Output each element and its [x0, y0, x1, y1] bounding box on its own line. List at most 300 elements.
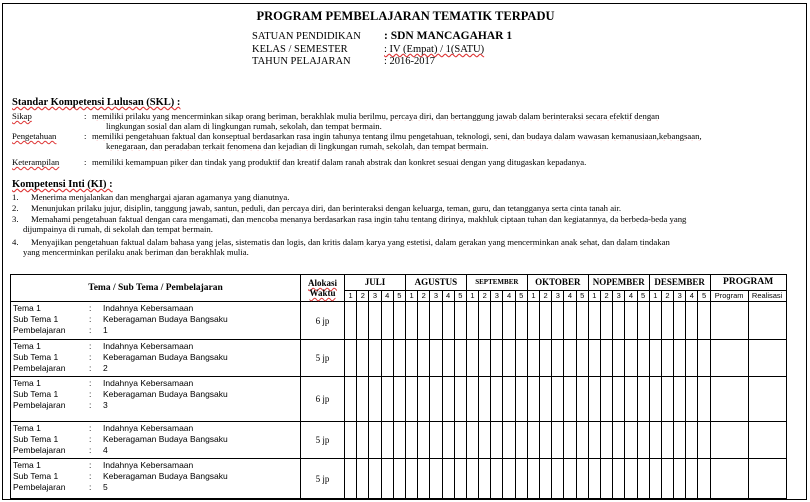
- tema-cell: [11, 377, 301, 422]
- tema-colon: :: [89, 303, 92, 313]
- tema-label: Tema 1: [13, 341, 41, 351]
- schedule-cell: [600, 459, 612, 499]
- tema-line: [13, 460, 298, 471]
- schedule-cell: [710, 302, 748, 340]
- tema-colon: :: [89, 325, 92, 335]
- schedule-cell: [491, 340, 503, 377]
- program-subheader: Program: [710, 290, 748, 301]
- tema-value: Indahnya Kebersamaan: [103, 423, 194, 433]
- tema-cell: [11, 302, 301, 340]
- program-subheader: Realisasi: [748, 290, 786, 301]
- schedule-cell: [479, 459, 491, 499]
- schedule-cell: [393, 377, 405, 422]
- schedule-cell: [710, 340, 748, 377]
- schedule-cell: [381, 459, 393, 499]
- schedule-cell: [527, 302, 539, 340]
- schedule-cell: [540, 459, 552, 499]
- schedule-cell: [503, 302, 515, 340]
- skl-line: memiliki kemampuan piker dan tindak yang produktif dan kreatif dalam ranah abstrak dan konkret sesuai dengan yang ditugaskan kepadanya.: [92, 157, 587, 167]
- week-number: 3: [674, 290, 686, 301]
- ki-line: Menerima menjalankan dan menghargai ajaran agamanya yang dianutnya.: [31, 192, 290, 202]
- ki-text: [31, 192, 798, 202]
- skl-colon: :: [84, 131, 87, 141]
- tema-value: Indahnya Kebersamaan: [103, 378, 194, 388]
- schedule-cell: [637, 377, 649, 422]
- alokasi-cell: 5 jp: [301, 459, 345, 499]
- alokasi-header: [301, 275, 345, 302]
- schedule-cell: [576, 340, 588, 377]
- ki-line: yang mencerminkan perilaku anak beriman dan berakhlak mulia.: [23, 247, 249, 257]
- schedule-cell: [381, 302, 393, 340]
- tema-label: Sub Tema 1: [13, 389, 59, 399]
- schedule-cell: [442, 340, 454, 377]
- schedule-cell: [600, 377, 612, 422]
- schedule-cell: [430, 302, 442, 340]
- alokasi-header-line: Alokasi: [307, 278, 337, 288]
- schedule-cell: [418, 302, 430, 340]
- tema-colon: :: [89, 400, 92, 410]
- ki-text: [23, 214, 798, 234]
- schedule-cell: [686, 340, 698, 377]
- schedule-cell: [748, 422, 786, 459]
- skl-line: lingkungan sosial dan alam di lingkungan rumah, sekolah, dan tempat bermain.: [106, 121, 382, 131]
- schedule-cell: [466, 422, 478, 459]
- schedule-cell: [600, 302, 612, 340]
- week-number: 3: [430, 290, 442, 301]
- schedule-cell: [405, 459, 417, 499]
- schedule-cell: [369, 377, 381, 422]
- tema-colon: :: [89, 341, 92, 351]
- month-header: SEPTEMBER: [466, 275, 527, 291]
- ki-heading: Kompetensi Inti (KI) :: [12, 179, 113, 190]
- schedule-cell: [637, 340, 649, 377]
- schedule-cell: [430, 422, 442, 459]
- week-number: 1: [345, 290, 357, 301]
- schedule-cell: [503, 340, 515, 377]
- tema-value: Keberagaman Budaya Bangsaku: [103, 314, 228, 324]
- week-number: 3: [613, 290, 625, 301]
- tema-value: Keberagaman Budaya Bangsaku: [103, 434, 228, 444]
- schedule-cell: [748, 340, 786, 377]
- schedule-cell: [381, 422, 393, 459]
- schedule-cell: [649, 340, 661, 377]
- tema-label: Sub Tema 1: [13, 471, 59, 481]
- schedule-cell: [564, 459, 576, 499]
- document-title: PROGRAM PEMBELAJARAN TEMATIK TERPADU: [256, 9, 555, 23]
- schedule-cell: [625, 459, 637, 499]
- tema-cell: [11, 459, 301, 499]
- schedule-cell: [515, 340, 527, 377]
- week-number: 3: [552, 290, 564, 301]
- schedule-cell: [649, 302, 661, 340]
- schedule-cell: [613, 459, 625, 499]
- tema-colon: :: [89, 482, 92, 492]
- schedule-cell: [649, 459, 661, 499]
- tema-line: [13, 363, 298, 374]
- tema-line: [13, 445, 298, 456]
- schedule-cell: [381, 340, 393, 377]
- schedule-cell: [345, 422, 357, 459]
- schedule-cell: [430, 459, 442, 499]
- tema-cell: [11, 340, 301, 377]
- schedule-cell: [405, 302, 417, 340]
- schedule-cell: [698, 302, 710, 340]
- schedule-cell: [625, 377, 637, 422]
- schedule-cell: [552, 459, 564, 499]
- schedule-cell: [588, 340, 600, 377]
- ki-text: [23, 237, 798, 257]
- schedule-cell: [527, 422, 539, 459]
- schedule-cell: [466, 302, 478, 340]
- schedule-cell: [418, 340, 430, 377]
- week-number: 2: [661, 290, 673, 301]
- schedule-cell: [357, 459, 369, 499]
- table-row: [11, 340, 787, 377]
- document-page: [2, 3, 807, 500]
- schedule-cell: [674, 377, 686, 422]
- tema-value: 1: [103, 325, 108, 335]
- ki-number: 4.: [12, 237, 19, 247]
- schedule-cell: [345, 302, 357, 340]
- schedule-cell: [393, 422, 405, 459]
- schedule-cell: [418, 459, 430, 499]
- tema-colon: :: [89, 378, 92, 388]
- tema-label: Tema 1: [13, 460, 41, 470]
- skl-text: [92, 131, 798, 151]
- schedule-cell: [527, 377, 539, 422]
- tema-label: Sub Tema 1: [13, 352, 59, 362]
- week-number: 2: [418, 290, 430, 301]
- schedule-cell: [454, 340, 466, 377]
- tema-header: Tema / Sub Tema / Pembelajaran: [11, 275, 301, 302]
- tema-colon: :: [89, 434, 92, 444]
- schedule-cell: [515, 377, 527, 422]
- month-header: JULI: [345, 275, 406, 291]
- ki-line: Menyajikan pengetahuan faktual dalam bahasa yang jelas, sistematis dan logis, dan kritis dalam karya yang estetisi, dalam gerakan yang mencerminkan anak sehat, dan dalam tindakan: [31, 237, 670, 247]
- schedule-cell: [381, 377, 393, 422]
- schedule-cell: [454, 302, 466, 340]
- week-number: 4: [503, 290, 515, 301]
- week-number: 5: [576, 290, 588, 301]
- ki-line: Memahami pengetahuan faktual dengan cara mengamati, dan mencoba menanya berdasarkan rasa ingin tahu tentang dirinya, makhluk ciptaan tuhan dan kegiatannya, da berbeda-beda yang: [31, 214, 687, 224]
- schedule-cell: [442, 377, 454, 422]
- tema-line: [13, 325, 298, 336]
- schedule-cell: [686, 459, 698, 499]
- tema-value: Indahnya Kebersamaan: [103, 303, 194, 313]
- skl-colon: :: [84, 111, 87, 121]
- ki-number: 3.: [12, 214, 19, 224]
- schedule-cell: [540, 377, 552, 422]
- schedule-cell: [405, 422, 417, 459]
- tema-line: [13, 352, 298, 363]
- schedule-cell: [491, 459, 503, 499]
- schedule-cell: [625, 302, 637, 340]
- schedule-cell: [674, 340, 686, 377]
- schedule-cell: [661, 422, 673, 459]
- schedule-cell: [369, 340, 381, 377]
- week-number: 4: [686, 290, 698, 301]
- alokasi-header-line: Waktu: [309, 288, 336, 298]
- schedule-cell: [710, 377, 748, 422]
- ki-line: dijumpainya di rumah, di sekolah dan tempat bermain.: [23, 224, 213, 234]
- schedule-cell: [661, 377, 673, 422]
- tema-value: 3: [103, 400, 108, 410]
- schedule-cell: [674, 459, 686, 499]
- schedule-cell: [613, 302, 625, 340]
- schedule-cell: [698, 340, 710, 377]
- skl-line: memiliki prilaku yang mencerminkan sikap orang beriman, berakhlak mulia berilmu, percaya diri, dan bertanggung jawab dalam berinteraksi secara efektif dengan: [92, 111, 660, 121]
- month-header: DESEMBER: [649, 275, 710, 291]
- schedule-cell: [576, 422, 588, 459]
- schedule-cell: [637, 302, 649, 340]
- schedule-cell: [442, 422, 454, 459]
- ki-number: 2.: [12, 203, 19, 213]
- schedule-cell: [686, 302, 698, 340]
- tema-line: [13, 482, 298, 493]
- tema-line: [13, 434, 298, 445]
- tema-colon: :: [89, 460, 92, 470]
- schedule-cell: [576, 459, 588, 499]
- schedule-cell: [369, 459, 381, 499]
- week-number: 3: [369, 290, 381, 301]
- week-number: 5: [454, 290, 466, 301]
- skl-text: [92, 157, 798, 167]
- schedule-cell: [345, 377, 357, 422]
- tema-value: Keberagaman Budaya Bangsaku: [103, 352, 228, 362]
- schedule-cell: [540, 340, 552, 377]
- schedule-cell: [600, 340, 612, 377]
- program-table: [10, 274, 787, 499]
- tema-line: [13, 378, 298, 389]
- schedule-cell: [393, 340, 405, 377]
- schedule-cell: [405, 377, 417, 422]
- schedule-cell: [503, 422, 515, 459]
- tema-label: Tema 1: [13, 378, 41, 388]
- schedule-cell: [748, 377, 786, 422]
- week-number: 4: [625, 290, 637, 301]
- week-number: 5: [515, 290, 527, 301]
- tema-label: Pembelajaran: [13, 363, 66, 373]
- week-number: 1: [405, 290, 417, 301]
- skl-key: Sikap: [12, 111, 32, 121]
- month-header: OKTOBER: [527, 275, 588, 291]
- schedule-cell: [442, 302, 454, 340]
- schedule-cell: [527, 340, 539, 377]
- week-number: 1: [588, 290, 600, 301]
- schedule-cell: [357, 340, 369, 377]
- alokasi-cell: 5 jp: [301, 422, 345, 459]
- week-number: 5: [698, 290, 710, 301]
- schedule-cell: [686, 377, 698, 422]
- schedule-cell: [576, 377, 588, 422]
- week-number: 2: [357, 290, 369, 301]
- schedule-cell: [661, 302, 673, 340]
- schedule-cell: [588, 422, 600, 459]
- schedule-cell: [564, 377, 576, 422]
- schedule-cell: [357, 302, 369, 340]
- schedule-cell: [698, 422, 710, 459]
- schedule-cell: [710, 422, 748, 459]
- tema-value: 5: [103, 482, 108, 492]
- tema-value: 4: [103, 445, 108, 455]
- alokasi-cell: 5 jp: [301, 340, 345, 377]
- alokasi-cell: 6 jp: [301, 302, 345, 340]
- week-number: 4: [381, 290, 393, 301]
- table-row: [11, 422, 787, 459]
- schedule-cell: [600, 422, 612, 459]
- schedule-cell: [466, 459, 478, 499]
- tema-line: [13, 303, 298, 314]
- week-number: 5: [637, 290, 649, 301]
- schedule-cell: [515, 422, 527, 459]
- tema-value: Indahnya Kebersamaan: [103, 460, 194, 470]
- schedule-cell: [515, 459, 527, 499]
- tema-line: [13, 389, 298, 400]
- week-number: 5: [393, 290, 405, 301]
- header-value: : SDN MANCAGAHAR 1: [384, 30, 513, 42]
- header-label: SATUAN PENDIDIKAN: [252, 31, 361, 42]
- week-number: 1: [649, 290, 661, 301]
- header-label: KELAS / SEMESTER: [252, 44, 348, 55]
- schedule-cell: [748, 459, 786, 499]
- schedule-cell: [613, 422, 625, 459]
- schedule-cell: [564, 302, 576, 340]
- tema-label: Tema 1: [13, 303, 41, 313]
- tema-colon: :: [89, 352, 92, 362]
- schedule-cell: [369, 422, 381, 459]
- header-value: : 2016-2017: [384, 56, 436, 67]
- schedule-cell: [588, 459, 600, 499]
- schedule-cell: [698, 377, 710, 422]
- week-number: 2: [600, 290, 612, 301]
- schedule-cell: [637, 422, 649, 459]
- schedule-cell: [661, 459, 673, 499]
- tema-colon: :: [89, 471, 92, 481]
- tema-label: Sub Tema 1: [13, 434, 59, 444]
- schedule-cell: [515, 302, 527, 340]
- schedule-cell: [503, 377, 515, 422]
- tema-value: Keberagaman Budaya Bangsaku: [103, 389, 228, 399]
- skl-line: memiliki pengetahuan faktual dan konseptual berdasarkan rasa ingin tahunya tentang ilmu pengetahuan, teknologi, seni, dan budaya dalam wawasan kemanusiaan,kebangsaan,: [92, 131, 702, 141]
- schedule-cell: [552, 377, 564, 422]
- schedule-cell: [491, 377, 503, 422]
- schedule-cell: [442, 459, 454, 499]
- week-number: 2: [540, 290, 552, 301]
- schedule-cell: [393, 459, 405, 499]
- schedule-cell: [369, 302, 381, 340]
- tema-colon: :: [89, 423, 92, 433]
- schedule-cell: [710, 459, 748, 499]
- schedule-cell: [454, 459, 466, 499]
- schedule-cell: [418, 377, 430, 422]
- tema-line: [13, 423, 298, 434]
- schedule-cell: [527, 459, 539, 499]
- week-number: 1: [527, 290, 539, 301]
- schedule-cell: [637, 459, 649, 499]
- schedule-cell: [674, 302, 686, 340]
- schedule-cell: [613, 377, 625, 422]
- table-header-row: [11, 275, 787, 291]
- tema-cell: [11, 422, 301, 459]
- schedule-cell: [698, 459, 710, 499]
- schedule-cell: [345, 459, 357, 499]
- schedule-cell: [479, 422, 491, 459]
- schedule-cell: [588, 377, 600, 422]
- schedule-cell: [576, 302, 588, 340]
- schedule-cell: [491, 422, 503, 459]
- tema-colon: :: [89, 314, 92, 324]
- schedule-cell: [357, 422, 369, 459]
- schedule-cell: [625, 340, 637, 377]
- schedule-cell: [418, 422, 430, 459]
- schedule-cell: [674, 422, 686, 459]
- schedule-cell: [345, 340, 357, 377]
- schedule-cell: [430, 377, 442, 422]
- schedule-cell: [491, 302, 503, 340]
- schedule-cell: [686, 422, 698, 459]
- schedule-cell: [649, 377, 661, 422]
- schedule-cell: [564, 422, 576, 459]
- tema-line: [13, 341, 298, 352]
- alokasi-cell: 6 jp: [301, 377, 345, 422]
- table-row: [11, 459, 787, 499]
- tema-value: 2: [103, 363, 108, 373]
- skl-key: Pengetahuan: [12, 131, 57, 141]
- tema-label: Pembelajaran: [13, 400, 66, 410]
- schedule-cell: [625, 422, 637, 459]
- schedule-cell: [649, 422, 661, 459]
- schedule-cell: [454, 422, 466, 459]
- schedule-cell: [357, 377, 369, 422]
- schedule-cell: [405, 340, 417, 377]
- schedule-cell: [748, 302, 786, 340]
- tema-value: Indahnya Kebersamaan: [103, 341, 194, 351]
- schedule-cell: [479, 302, 491, 340]
- schedule-cell: [540, 422, 552, 459]
- schedule-cell: [393, 302, 405, 340]
- schedule-cell: [564, 340, 576, 377]
- ki-text: [31, 203, 798, 213]
- skl-key: Keterampilan: [12, 157, 60, 167]
- schedule-cell: [454, 377, 466, 422]
- tema-label: Pembelajaran: [13, 445, 66, 455]
- tema-line: [13, 400, 298, 411]
- ki-number: 1.: [12, 192, 19, 202]
- schedule-cell: [466, 377, 478, 422]
- week-number: 3: [491, 290, 503, 301]
- tema-label: Pembelajaran: [13, 325, 66, 335]
- tema-label: Sub Tema 1: [13, 314, 59, 324]
- tema-colon: :: [89, 363, 92, 373]
- schedule-cell: [540, 302, 552, 340]
- tema-label: Pembelajaran: [13, 482, 66, 492]
- tema-line: [13, 314, 298, 325]
- tema-colon: :: [89, 445, 92, 455]
- week-number: 2: [479, 290, 491, 301]
- month-header: AGUSTUS: [405, 275, 466, 291]
- table-row: [11, 302, 787, 340]
- tema-label: Tema 1: [13, 423, 41, 433]
- schedule-cell: [479, 340, 491, 377]
- schedule-cell: [479, 377, 491, 422]
- ki-line: Menunjukan prilaku jujur, disiplin, tanggung jawab, santun, peduli, dan percaya diri, dan berinteraksi dengan keluarga, teman, guru, dan tetangganya serta cinta tanah air.: [31, 203, 622, 213]
- skl-text: [92, 111, 798, 131]
- header-label: TAHUN PELAJARAN: [252, 56, 351, 67]
- schedule-cell: [552, 340, 564, 377]
- schedule-cell: [661, 340, 673, 377]
- schedule-cell: [588, 302, 600, 340]
- schedule-cell: [430, 340, 442, 377]
